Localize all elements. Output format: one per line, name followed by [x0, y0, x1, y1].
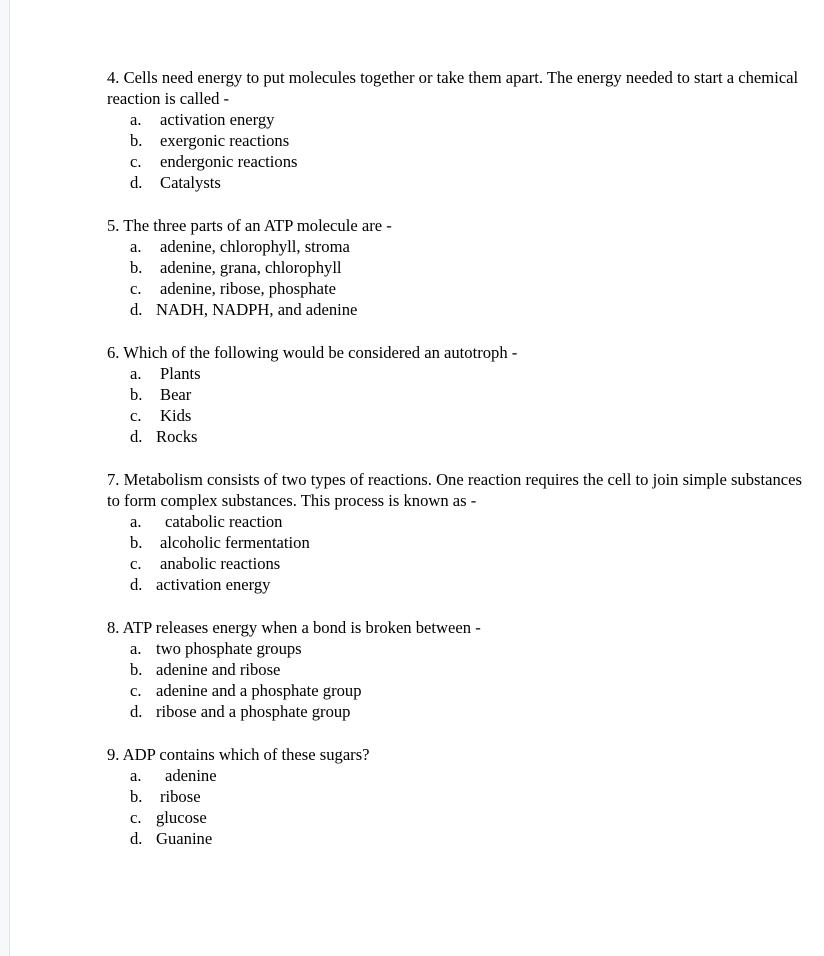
option-letter: a.	[130, 766, 142, 785]
option-letter: a.	[130, 110, 142, 129]
option-b	[107, 786, 807, 807]
option-text: adenine and a phosphate group	[156, 681, 362, 700]
option-letter: d.	[130, 173, 143, 192]
option-b	[107, 532, 807, 553]
option-d	[107, 426, 807, 447]
question-text: 5. The three parts of an ATP molecule are -	[107, 216, 392, 235]
option-text: Bear	[160, 385, 192, 404]
option-b	[107, 257, 807, 278]
option-text: Catalysts	[160, 173, 221, 192]
question-text: 6. Which of the following would be considered an autotroph -	[107, 343, 518, 362]
option-text: alcoholic fermentation	[160, 533, 310, 552]
option-letter: b.	[130, 533, 143, 552]
option-b	[107, 130, 807, 151]
option-a	[107, 765, 807, 786]
option-letter: c.	[130, 681, 142, 700]
question-text: 8. ATP releases energy when a bond is broken between -	[107, 618, 481, 637]
option-text: adenine, chlorophyll, stroma	[160, 237, 350, 256]
option-c	[107, 405, 807, 426]
option-text: NADH, NADPH, and adenine	[156, 300, 358, 319]
option-c	[107, 807, 807, 828]
option-text: adenine and ribose	[156, 660, 281, 679]
option-list	[107, 511, 807, 595]
option-a	[107, 363, 807, 384]
option-text: two phosphate groups	[156, 639, 302, 658]
question-7	[107, 469, 807, 595]
option-letter: d.	[130, 575, 143, 594]
option-letter: b.	[130, 385, 143, 404]
question-4	[107, 67, 807, 193]
option-a	[107, 109, 807, 130]
option-list	[107, 363, 807, 447]
option-d	[107, 574, 807, 595]
option-a	[107, 236, 807, 257]
option-letter: b.	[130, 131, 143, 150]
option-text: activation energy	[156, 575, 271, 594]
option-text: Kids	[160, 406, 192, 425]
option-letter: a.	[130, 639, 142, 658]
option-text: catabolic reaction	[165, 512, 283, 531]
option-text: Plants	[160, 364, 201, 383]
option-a	[107, 638, 807, 659]
option-letter: b.	[130, 258, 143, 277]
option-text: adenine, grana, chlorophyll	[160, 258, 342, 277]
option-text: exergonic reactions	[160, 131, 290, 150]
option-text: endergonic reactions	[160, 152, 298, 171]
option-text: Rocks	[156, 427, 198, 446]
option-letter: a.	[130, 364, 142, 383]
page-left-gutter	[0, 0, 10, 956]
option-b	[107, 659, 807, 680]
option-text: ribose and a phosphate group	[156, 702, 351, 721]
option-b	[107, 384, 807, 405]
question-8	[107, 617, 807, 722]
question-5	[107, 215, 807, 320]
option-text: glucose	[156, 808, 207, 827]
option-list	[107, 109, 807, 193]
question-text: 4. Cells need energy to put molecules together or take them apart. The energy needed to start a chemical reaction is called -	[107, 68, 799, 108]
option-d	[107, 299, 807, 320]
option-letter: d.	[130, 829, 143, 848]
option-list	[107, 236, 807, 320]
option-letter: a.	[130, 237, 142, 256]
question-text: 9. ADP contains which of these sugars?	[107, 745, 370, 764]
option-c	[107, 278, 807, 299]
option-letter: b.	[130, 660, 143, 679]
option-letter: b.	[130, 787, 143, 806]
option-text: adenine	[165, 766, 217, 785]
option-d	[107, 701, 807, 722]
option-c	[107, 680, 807, 701]
option-text: adenine, ribose, phosphate	[160, 279, 337, 298]
option-c	[107, 553, 807, 574]
option-letter: d.	[130, 300, 143, 319]
question-6	[107, 342, 807, 447]
option-letter: d.	[130, 702, 143, 721]
option-d	[107, 828, 807, 849]
option-letter: c.	[130, 406, 142, 425]
question-text: 7. Metabolism consists of two types of reactions. One reaction requires the cell to join simple substances to form complex substances. This process is known as -	[107, 470, 802, 510]
option-letter: c.	[130, 152, 142, 171]
option-letter: c.	[130, 279, 142, 298]
option-d	[107, 172, 807, 193]
option-letter: c.	[130, 554, 142, 573]
option-c	[107, 151, 807, 172]
document-page	[107, 67, 807, 871]
option-letter: a.	[130, 512, 142, 531]
option-list	[107, 638, 807, 722]
option-text: Guanine	[156, 829, 213, 848]
option-text: anabolic reactions	[160, 554, 281, 573]
option-list	[107, 765, 807, 849]
question-9	[107, 744, 807, 849]
option-letter: c.	[130, 808, 142, 827]
option-a	[107, 511, 807, 532]
option-letter: d.	[130, 427, 143, 446]
option-text: ribose	[160, 787, 201, 806]
option-text: activation energy	[160, 110, 275, 129]
